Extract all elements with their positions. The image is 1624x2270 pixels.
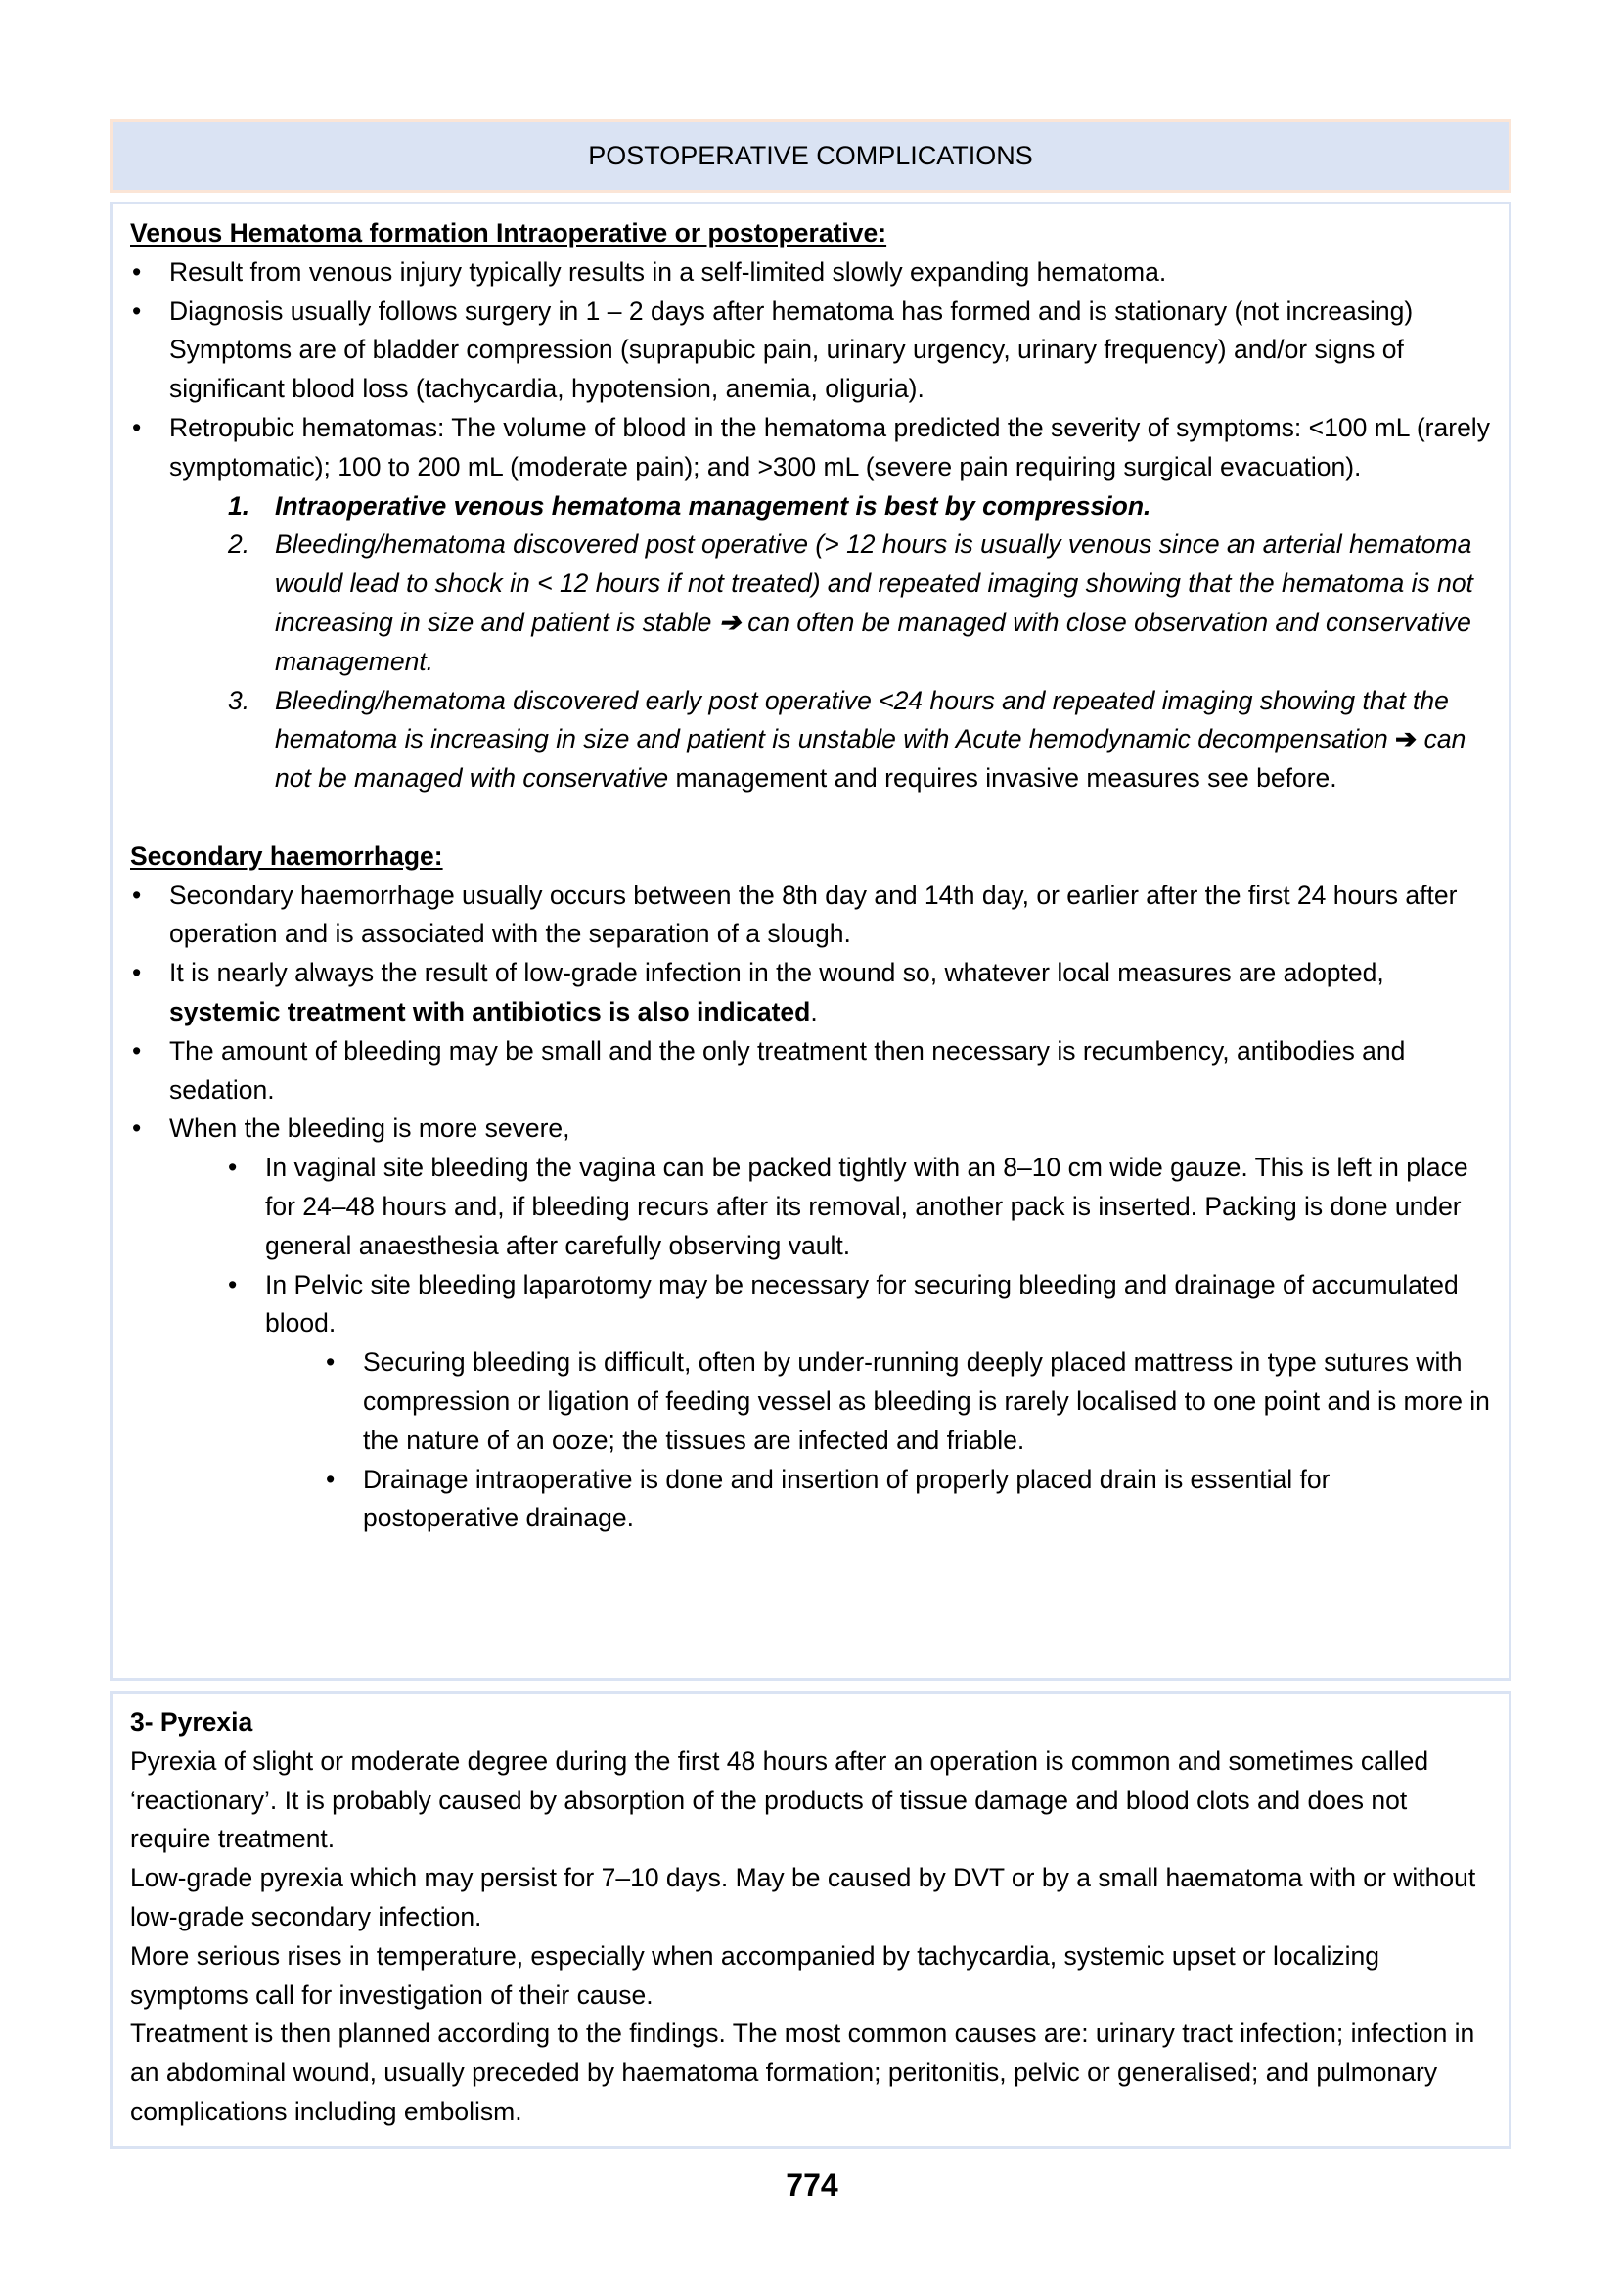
paragraph: More serious rises in temperature, especially when accompanied by tachycardia, systemic upset or localizing symptoms call for investigation of their cause. [130, 1940, 1379, 2010]
sub-sub-list-item: • Securing bleeding is difficult, often by under-running deeply placed mattress in type sutures with compression or ligation of feeding vessel as bleeding is rarely localised to one point and is more in the nature of an ooze; the tissues are infected and friable. [130, 1343, 1491, 1460]
list-item: • Result from venous injury typically results in a self-limited slowly expanding hematoma. [130, 253, 1491, 293]
bullet-icon: • [132, 1035, 142, 1066]
pyrexia-heading: 3- Pyrexia [130, 1707, 253, 1737]
bullet-icon: • [132, 1113, 142, 1144]
spacer [130, 798, 1491, 838]
pyrexia-panel [110, 1691, 1511, 2149]
paragraph: Treatment is then planned according to the findings. The most common causes are: urinary tract infection; infection in an abdominal wound, usually preceded by haematoma formation; peritonitis, pelvic or generalised; and pulmonary complications including embolism. [130, 2019, 1475, 2126]
bullet-icon: • [326, 1347, 336, 1378]
list-item: • Diagnosis usually follows surgery in 1 – 2 days after hematoma has formed and is stationary (not increasing) Symptoms are of bladder compression (suprapubic pain, urinary urgency, urinary frequency) and/or signs of significant blood loss (tachycardia, hypotension, anemia, oliguria). [130, 293, 1491, 409]
list-item: • The amount of bleeding may be small and the only treatment then necessary is recumbency, antibodies and sedation. [130, 1032, 1491, 1111]
list-item: • It is nearly always the result of low-grade infection in the wound so, whatever local measures are adopted, systemic treatment with antibiotics is also indicated. [130, 954, 1491, 1032]
bullet-icon: • [326, 1464, 336, 1494]
bullet-icon: • [228, 1153, 238, 1183]
sub-sub-list-item: • Drainage intraoperative is done and insertion of properly placed drain is essential for postoperative drainage. [130, 1461, 1491, 1539]
list-item: • Secondary haemorrhage usually occurs between the 8th day and 14th day, or earlier after the first 24 hours after operation and is associated with the separation of a slough. [130, 877, 1491, 955]
section-header [110, 119, 1511, 193]
page-number: 774 [786, 2167, 838, 2202]
bullet-icon: • [132, 880, 142, 910]
page-title: POSTOPERATIVE COMPLICATIONS [588, 141, 1033, 170]
venous-hematoma-heading: Venous Hematoma formation Intraoperative or postoperative: [130, 218, 887, 248]
numbered-item: 3. Bleeding/hematoma discovered early post operative <24 hours and repeated imaging showing that the hematoma is increasing in size and patient is unstable with Acute hemodynamic decompensation ➔ can not be managed with conservative management and requires invasive measures see before. [228, 685, 1466, 794]
bullet-icon: • [132, 958, 142, 988]
sub-list-item: • In vaginal site bleeding the vagina can be packed tightly with an 8–10 cm wide gauze. This is left in place for 24–48 hours and, if bleeding recurs after its removal, another pack is inserted. Packing is done under general anaesthesia after carefully observing vault. [130, 1149, 1491, 1265]
arrow-right-icon: ➔ [718, 607, 741, 637]
list-item: • When the bleeding is more severe, [130, 1110, 1491, 1149]
paragraph: Pyrexia of slight or moderate degree during the first 48 hours after an operation is common and sometimes called ‘reactionary’. It is probably caused by absorption of the products of tissue damage and blood clots and does not require treatment. [130, 1746, 1429, 1854]
numbered-item: 2. Bleeding/hematoma discovered post operative (> 12 hours is usually venous since an arterial hematoma would lead to shock in < 12 hours if not treated) and repeated imaging showing that the hematoma is not increasing in size and patient is stable ➔ can often be managed with close observation and conservative management. [228, 529, 1473, 676]
bullet-icon: • [132, 412, 142, 442]
secondary-haemorrhage-heading: Secondary haemorrhage: [130, 840, 443, 871]
bullet-icon: • [132, 256, 142, 287]
arrow-right-icon: ➔ [1395, 724, 1418, 754]
paragraph: Low-grade pyrexia which may persist for 7–10 days. May be caused by DVT or by a small haematoma with or without low-grade secondary infection. [130, 1863, 1476, 1931]
sub-list-item: • In Pelvic site bleeding laparotomy may be necessary for securing bleeding and drainage of accumulated blood. [130, 1266, 1491, 1344]
bullet-icon: • [132, 295, 142, 326]
list-item: • Retropubic hematomas: The volume of blood in the hematoma predicted the severity of symptoms: <100 mL (rarely symptomatic); 100 to 200 mL (moderate pain); and >300 mL (severe pain requiring surgical evacuation). [130, 409, 1491, 487]
bullet-icon: • [228, 1269, 238, 1299]
numbered-item: 1. Intraoperative venous hematoma management is best by compression. [228, 490, 1151, 521]
hematoma-panel [110, 202, 1511, 1681]
